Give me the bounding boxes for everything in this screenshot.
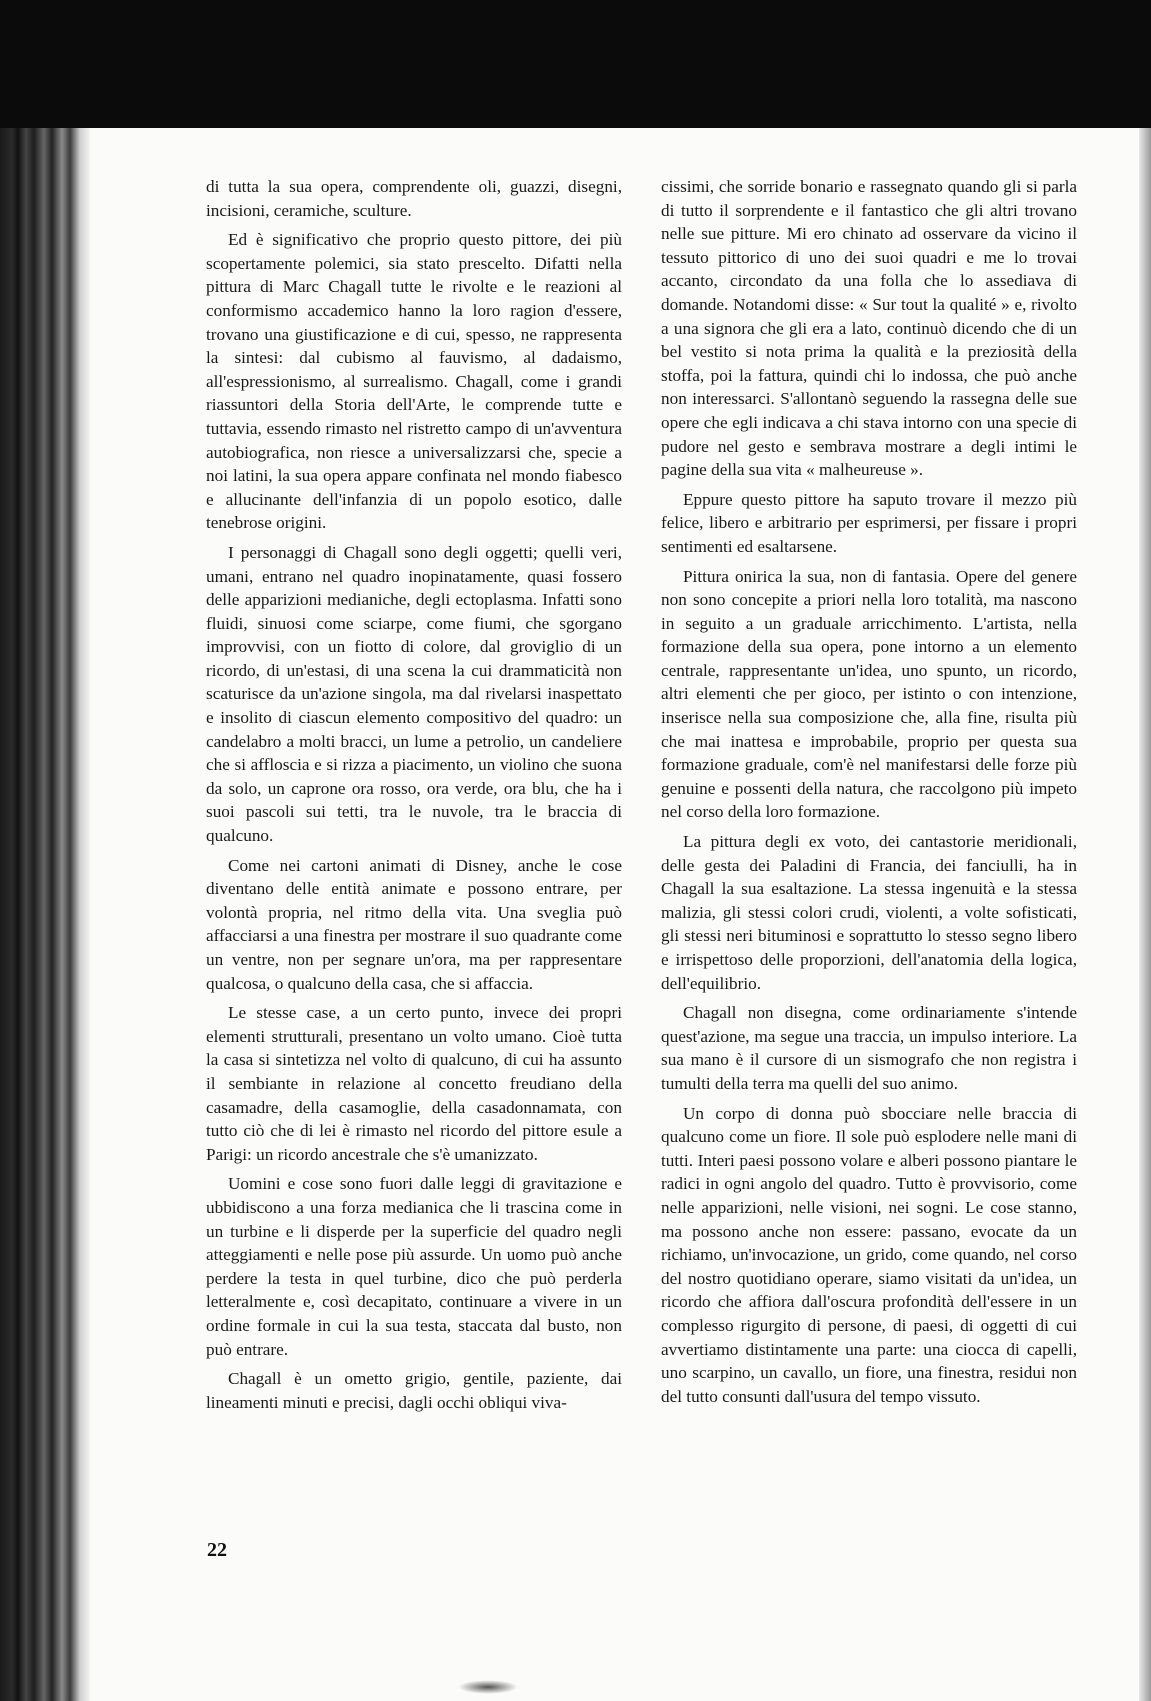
scan-right-edge — [1139, 128, 1151, 1701]
paragraph: Eppure questo pittore ha saputo trovare il mezzo più felice, libero e arbitrario per esprimersi, per fissare i propri sentimenti ed esaltarsene. — [661, 489, 1077, 556]
paragraph: Le stesse case, a un certo punto, invece dei propri elementi strutturali, presentano un volto umano. Cioè tutta la casa si sintetizza nel volto di qualcuno, di cui ha assunto il sembiante in relazione al concetto freudiano della casamadre, della casamoglie, della casadonnamata, con tutto ciò che di lei è rimasto nel ricordo del pittore esule a Parigi: un ricordo ancestrale che s'è umanizzato. — [206, 1003, 622, 1164]
scan-smudge — [458, 1680, 518, 1694]
right-text-column — [661, 175, 1077, 1414]
paragraph: cissimi, che sorride bonario e rassegnato quando gli si parla di tutto il sorprendente e il fantastico che gli altri trovano nelle sue pitture. Mi ero chinato ad osservare da vicino il tessuto pittorico di uno dei suoi quadri e me lo trovai accanto, circondato da una folla che lo assediava di domande. Notandomi disse: « Sur tout la qualité » e, rivolto a una signora che gli era a lato, continuò dicendo che di un bel vestito si nota prima la qualità e la preziosità della stoffa, poi la fattura, quindi chi lo indossa, che può anche non interessarci. S'allontanò seguendo la rassegna delle sue opere che egli indicava a chi stava intorno con una specie di pudore nel gesto e sembrava mostrare a degli intimi le pagine della sua vita « malheureuse ». — [661, 177, 1077, 480]
paragraph: Un corpo di donna può sbocciare nelle braccia di qualcuno come un fiore. Il sole può esplodere nelle mani di tutti. Interi paesi possono volare e alberi possono piantare le radici in ogni angolo del quadro. Tutto è provvisorio, come nelle apparizioni, nelle visioni, nei sogni. Le cose stanno, ma possono anche non essere: passano, evocate da un richiamo, un'invocazione, un grido, come quando, nel corso del nostro quotidiano operare, siamo visitati da un'idea, un ricordo che affiora dall'oscura profondità dell'essere in un complesso rigurgito di persone, di paesi, di oggetti di cui avvertiamo distintamente una parte: una ciocca di capelli, uno scarpino, un cavallo, un fiore, una finestra, residui non del tutto consunti dall'usura del tempo vissuto. — [661, 1103, 1077, 1406]
scan-top-shadow — [0, 0, 1151, 128]
paragraph: Come nei cartoni animati di Disney, anche le cose diventano delle entità animate e possono entrare, per volontà propria, nel ritmo della vita. Una sveglia può affacciarsi a una finestra per mostrare il suo quadrante come un ventre, non per segnare un'ora, ma per rappresentare qualcosa, o qualcuno della casa, che si affaccia. — [206, 855, 622, 993]
left-text-column — [206, 175, 622, 1420]
page-number: 22 — [207, 1539, 227, 1561]
scan-binding-edge — [0, 128, 90, 1701]
paragraph: Pittura onirica la sua, non di fantasia. Opere del genere non sono concepite a priori nella loro totalità, ma nascono in seguito a un graduale arricchimento. L'artista, nella formazione della sua opera, pone intorno a un elemento centrale, rappresentante un'idea, uno spunto, un ricordo, altri elementi che per gioco, per istinto o con intenzione, inserisce nella sua composizione che, alla fine, risulta più che mai inattesa e improbabile, proprio per questa sua formazione graduale, com'è nel manifestarsi delle forze più genuine e possenti della natura, che raccolgono più impeto nel corso della loro formazione. — [661, 566, 1077, 822]
paragraph: Chagall è un ometto grigio, gentile, paziente, dai lineamenti minuti e precisi, dagli occhi obliqui viva- — [206, 1369, 622, 1412]
paragraph: I personaggi di Chagall sono degli oggetti; quelli veri, umani, entrano nel quadro inopinatamente, quasi fossero delle apparizioni medianiche, degli ectoplasma. Infatti sono fluidi, sinuosi come sciarpe, come fiumi, che sgorgano improvvisi, con un fiotto di colore, dal groviglio di un ricordo, di un'estasi, di una scena la cui drammaticità non scaturisce da un'azione singola, ma dal rivelarsi inaspettato e insolito di ciascun elemento compositivo del quadro: un candelabro a molti bracci, un lume a petrolio, un candeliere che si affloscia e si rizza a piacimento, un violino che suona da solo, un caprone ora rosso, ora verde, ora blu, che ha i suoi pascoli sui tetti, tra le nuvole, tra le braccia di qualcuno. — [206, 542, 622, 846]
paragraph: Uomini e cose sono fuori dalle leggi di gravitazione e ubbidiscono a una forza medianica che li trascina come in un turbine e li disperde per la superficie del quadro negli atteggiamenti e nelle pose più assurde. Un uomo può anche perdere la testa in quel turbine, dico che può perderla letteralmente e, così decapitato, continuare a vivere in un ordine formale in cui la sua testa, staccata dal busto, non può entrare. — [206, 1174, 622, 1359]
paragraph: di tutta la sua opera, comprendente oli, guazzi, disegni, incisioni, ceramiche, sculture. — [206, 177, 622, 220]
paragraph: Chagall non disegna, come ordinariamente s'intende quest'azione, ma segue una traccia, un impulso interiore. La sua mano è il cursore di un sismografo che non registra i tumulti della terra ma quelli del suo animo. — [661, 1003, 1077, 1093]
paragraph: Ed è significativo che proprio questo pittore, dei più scopertamente polemici, sia stato prescelto. Difatti nella pittura di Marc Chagall tutte le rivolte e le reazioni al conformismo accademico hanno la loro ragion d'essere, trovano una giustificazione e di cui, spesso, ne rappresenta la sintesi: dal cubismo al fauvismo, al dadaismo, all'espressionismo, al surrealismo. Chagall, come i grandi riassuntori della Storia dell'Arte, le comprende tutte e tuttavia, essendo rimasto nel ristretto campo di un'avventura autobiografica, non riesce a universalizzarsi che, specie a noi latini, la sua opera appare confinata nel mondo fiabesco e allucinante dell'infanzia di un popolo esotico, dalle tenebrose origini. — [206, 230, 622, 533]
paragraph: La pittura degli ex voto, dei cantastorie meridionali, delle gesta dei Paladini di Francia, dei fanciulli, ha in Chagall la sua esaltazione. La stessa ingenuità e la stessa malizia, gli stessi colori crudi, violenti, a volte sofisticati, gli stessi neri bituminosi e soprattutto lo stesso segno libero e irrispettoso delle proporzioni, dell'anatomia della logica, dell'equilibrio. — [661, 832, 1077, 993]
